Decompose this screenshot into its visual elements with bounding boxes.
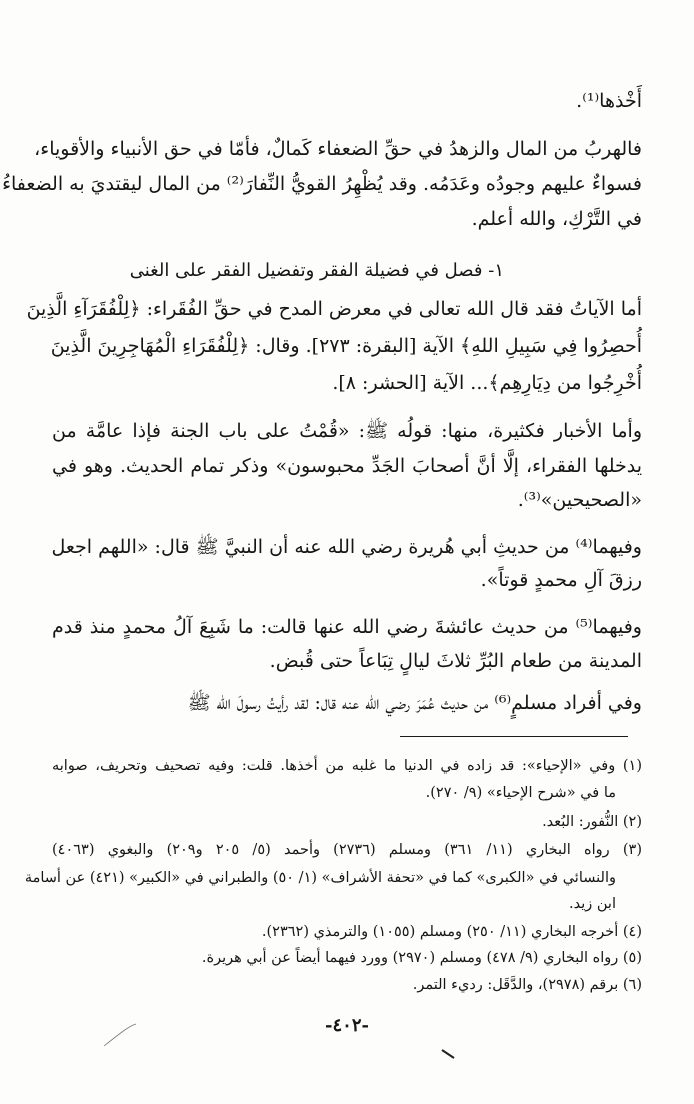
- footnote-line: والنسائي في «الكبرى» كما في «تحفة الأشراف» (١/ ٥٠) والطبراني في «الكبير» (٤٢١) عن أسامة: [24, 870, 616, 886]
- page-number: -٤٠٢-: [325, 1015, 369, 1036]
- paragraph-line: أما الآياتُ فقد قال الله تعالى في معرض المدح في حقِّ الفُقَراء: ﴿لِلْفُقَرَآءِ الَّذِينَ: [26, 298, 642, 320]
- paragraph-line: المدينة من طعام البُرِّ ثلاثَ ليالٍ تِبَاعاً حتى قُبض.: [269, 650, 642, 672]
- footnote-line: (١) وفي «الإحياء»: قد زاده في الدنيا ما غلبه من أخذها. قلت: وفيه تصحيف وتحريف، صوابه: [52, 758, 642, 774]
- paragraph-line: وفيهما⁽⁵⁾ من حديث عائشةَ رضي الله عنها قالت: ما شَبِعَ آلُ محمدٍ منذ قدم: [52, 616, 642, 638]
- ink-speck-mark: [440, 1046, 460, 1062]
- paragraph-line: فالهربُ من المال والزهدُ في حقِّ الضعفاء كَمالٌ، فأمّا في حق الأنبياء والأقوياء،: [34, 138, 642, 160]
- paragraph-line: فسواءٌ عليهم وجودُه وعَدَمُه. وقد يُظْهِرُ القويُّ النِّفارَ⁽²⁾ من المال ليقتديَ به الضعفاءُ: [2, 173, 642, 195]
- section-heading: ١- فصل في فضيلة الفقر وتفضيل الفقر على الغنى: [129, 260, 504, 281]
- pen-stroke-mark: [100, 1020, 140, 1050]
- footnote-separator: [400, 736, 628, 737]
- footnote-line: (٦) برقم (٢٩٧٨)، والدَّقَل: رديء التمر.: [412, 977, 642, 993]
- paragraph-line: وأما الأخبار فكثيرة، منها: قولُه ﷺ: «قُمْتُ على باب الجنة فإذا عامَّة من: [52, 420, 642, 442]
- footnote-line: (٥) رواه البخاري (٩/ ٤٧٨) ومسلم (٢٩٧٠) وورد فيهما أيضاً عن أبي هريرة.: [201, 950, 642, 966]
- paragraph-line: أُحصِرُوا فِي سَبِيلِ اللهِ﴾ الآية [البقرة: ٢٧٣]. وقال: ﴿لِلْفُقَرَاءِ الْمُهَاجِرِينَ الَّذِينَ: [50, 335, 642, 357]
- paragraph-line: أُخْرِجُوا من دِيَارِهِم﴾... الآية [الحشر: ٨].: [332, 372, 642, 394]
- paragraph-line: يدخلها الفقراء، إلَّا أنَّ أصحابَ الجَدِّ محبوسون» وذكر تمام الحديث. وهو في: [52, 455, 642, 477]
- paragraph-line: «الصحيحين»⁽³⁾.: [517, 489, 642, 511]
- footnote-line: (٢) النُّفور: البُعد.: [542, 814, 642, 830]
- paragraph-line: وفيهما⁽⁴⁾ من حديثِ أبي هُريرة رضي الله عنه أن النبيَّ ﷺ قال: «اللهم اجعل: [51, 536, 642, 558]
- footnote-line: ابن زيد.: [569, 896, 616, 912]
- footnote-line: ما في «شرح الإحياء» (٩/ ٢٧٠).: [425, 785, 616, 801]
- footnote-line: (٣) رواه البخاري (١١/ ٣٦١) ومسلم (٢٧٣٦) وأحمد (٥/ ٢٠٥ و٢٠٩) والبغوي (٤٠٦٣): [52, 842, 642, 858]
- footnote-line: (٤) أخرجه البخاري (١١/ ٢٥٠) ومسلم (١٠٥٥) والترمذي (٢٣٦٢).: [261, 924, 642, 940]
- paragraph-line: رزقَ آلِ محمدٍ قوتاً».: [480, 569, 642, 591]
- paragraph-line: وفي أفراد مسلمٍ⁽⁶⁾ من حديث عُمَرَ رضي الله عنه قال: لقد رأيتُ رسولَ الله ﷺ: [187, 692, 642, 714]
- paragraph-line: أَخْذها⁽¹⁾.: [576, 90, 642, 112]
- paragraph-line: في التَّرْكِ، والله أعلم.: [471, 208, 642, 230]
